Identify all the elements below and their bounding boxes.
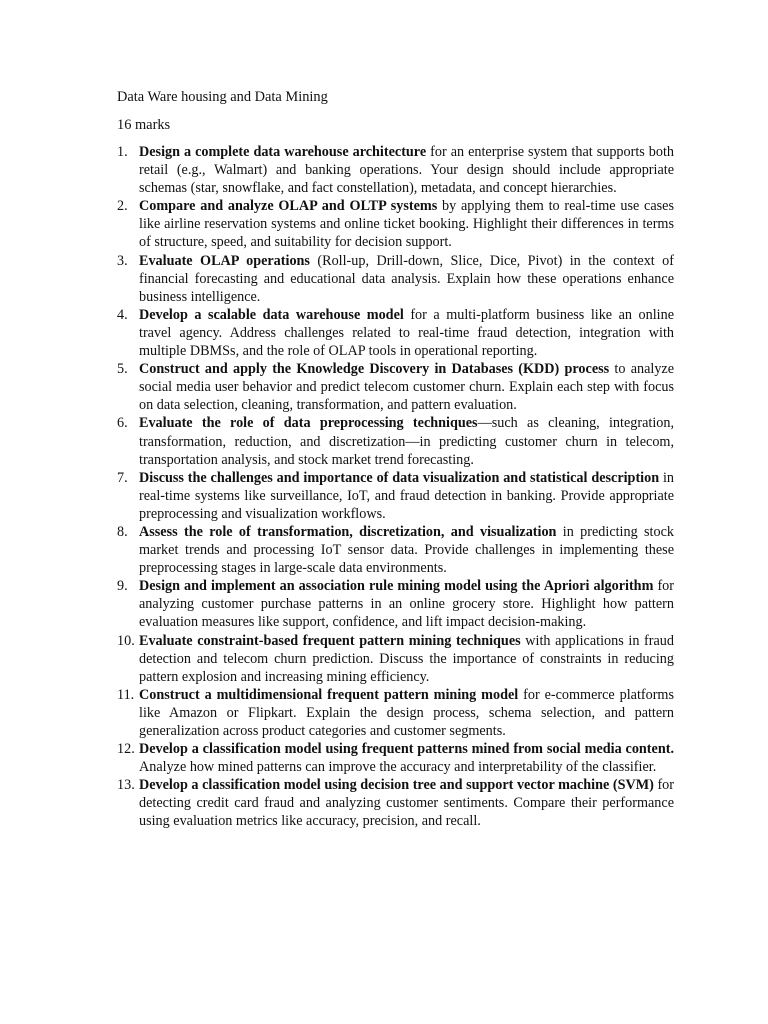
question-heading: Construct and apply the Knowledge Discovery in Databases (KDD) process <box>139 361 610 378</box>
question-item <box>117 360 674 414</box>
question-text: in real-time systems like surveillance, IoT, and fraud detection in banking. Provide appropriate preprocessing and visualization workflows. <box>139 469 674 522</box>
question-item <box>117 776 674 830</box>
question-heading: Compare and analyze OLAP and OLTP systems <box>139 198 438 215</box>
question-text: for detecting credit card fraud and analyzing customer sentiments. Compare their performance using evaluation metrics like accuracy, precision, and recall. <box>139 777 674 830</box>
question-item <box>117 414 674 468</box>
question-heading: Assess the role of transformation, discretization, and visualization <box>139 523 557 540</box>
question-heading: Evaluate OLAP operations <box>139 252 310 269</box>
question-number: 6. <box>117 415 128 432</box>
question-number: 8. <box>117 523 128 540</box>
question-number: 10. <box>117 632 135 649</box>
question-heading: Develop a classification model using decision tree and support vector machine (SVM) <box>139 777 654 794</box>
question-text: for an enterprise system that supports both retail (e.g., Walmart) and banking operations. Your design should include appropriate schemas (star, snowflake, and fact constellation), metadata, and concept hierarchies. <box>139 144 675 197</box>
question-text: for a multi-platform business like an online travel agency. Address challenges related to real-time fraud detection, integration with multiple DBMSs, and the role of OLAP tools in operational reporting. <box>139 306 674 360</box>
question-text: with applications in fraud detection and telecom churn prediction. Discuss the importance of constraints in reducing pattern explosion and increasing mining efficiency. <box>139 632 674 685</box>
question-item <box>117 686 674 740</box>
question-item <box>117 740 674 776</box>
question-item <box>117 469 674 523</box>
question-number: 7. <box>117 469 128 486</box>
question-number: 4. <box>117 306 128 323</box>
question-item <box>117 632 674 686</box>
question-number: 12. <box>117 741 135 758</box>
question-text: —such as cleaning, integration, transformation, reduction, and discretization—in predicting customer churn in telecom, transportation analysis, and stock market trend forecasting. <box>139 415 675 468</box>
question-heading: Develop a scalable data warehouse model <box>139 306 404 323</box>
question-item <box>117 577 674 631</box>
question-heading: Discuss the challenges and importance of data visualization and statistical description <box>139 469 660 486</box>
question-item <box>117 197 674 251</box>
question-item <box>117 306 674 360</box>
question-heading: Design and implement an association rule mining model using the Apriori algorithm <box>139 578 654 595</box>
question-text: in predicting stock market trends and processing IoT sensor data. Provide challenges in implementing these preprocessing stages in large-scale data environments. <box>139 523 674 577</box>
question-heading: Evaluate constraint-based frequent pattern mining techniques <box>139 632 521 649</box>
question-text: for analyzing customer purchase patterns in an online grocery store. Highlight how pattern evaluation measures like support, confidence, and lift impact decision-making. <box>139 578 675 631</box>
question-heading: Design a complete data warehouse architecture <box>139 144 427 160</box>
question-text: Analyze how mined patterns can improve the accuracy and interpretability of the classifier. <box>139 759 657 776</box>
question-list <box>117 143 674 831</box>
question-item <box>117 252 674 306</box>
question-text: by applying them to real-time use cases like airline reservation systems and online ticket booking. Highlight their differences in terms of structure, speed, and suitability for decision support. <box>139 198 674 251</box>
question-text: (Roll-up, Drill-down, Slice, Dice, Pivot) in the context of financial forecasting and educational data analysis. Explain how these operations enhance business intelligence. <box>139 252 674 305</box>
question-heading: Evaluate the role of data preprocessing techniques <box>139 415 478 432</box>
question-text: for e-commerce platforms like Amazon or Flipkart. Explain the design process, schema selection, and pattern generalization across product categories and customer segments. <box>139 686 674 739</box>
question-text: to analyze social media user behavior and predict telecom customer churn. Explain each step with focus on data selection, cleaning, transformation, and pattern evaluation. <box>139 361 675 414</box>
question-heading: Construct a multidimensional frequent pattern mining model <box>139 686 519 703</box>
question-number: 9. <box>117 578 128 595</box>
question-item <box>117 143 674 197</box>
question-number: 11. <box>117 686 135 703</box>
question-heading: Develop a classification model using frequent patterns mined from social media content. <box>139 741 674 758</box>
question-number: 3. <box>117 252 128 269</box>
question-item <box>117 523 674 577</box>
marks-label: 16 marks <box>117 117 171 133</box>
document-title: Data Ware housing and Data Mining <box>117 89 328 105</box>
question-number: 13. <box>117 777 135 794</box>
question-number: 5. <box>117 361 128 378</box>
question-number: 2. <box>117 198 128 215</box>
question-number: 1. <box>117 144 128 160</box>
